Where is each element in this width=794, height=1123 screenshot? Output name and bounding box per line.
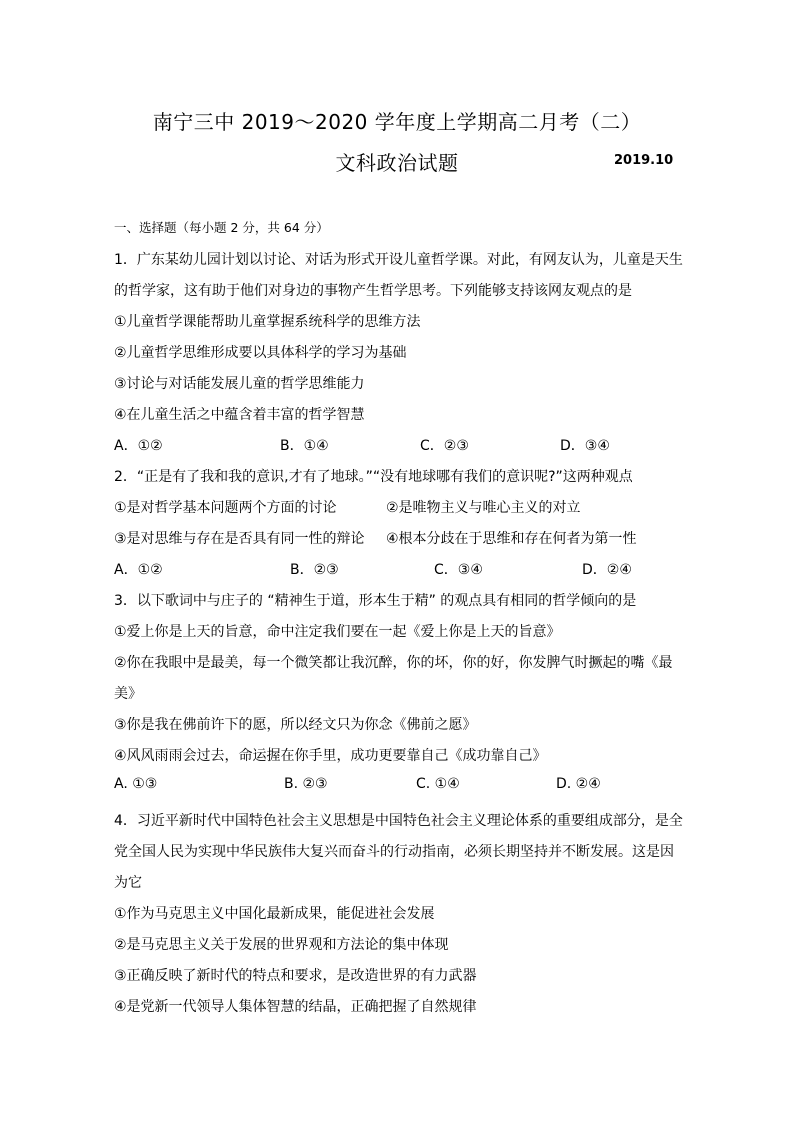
q1-option-a[interactable]: A．①② [114, 438, 163, 454]
q4-stem-line-1: 4．习近平新时代中国特色社会主义思想是中国特色社会主义理论体系的重要组成部分，是全 [114, 813, 683, 829]
q3-options [114, 776, 686, 796]
q3-option-d[interactable]: D. ②④ [556, 776, 601, 792]
q1-stem-line-1: 1．广东某幼儿园计划以讨论、对话为形式开设儿童哲学课。对此，有网友认为，儿童是天生 [114, 252, 683, 268]
q3-item-3: ③你是我在佛前许下的愿，所以经文只为你念《佛前之愿》 [114, 717, 477, 733]
q1-stem-line-2: 的哲学家，这有助于他们对身边的事物产生哲学思考。下列能够支持该网友观点的是 [114, 283, 632, 299]
q4-item-3: ③正确反映了新时代的特点和要求，是改造世界的有力武器 [114, 968, 477, 984]
q1-options [114, 435, 686, 455]
q2-items-row-1 [114, 497, 686, 517]
q4-stem-line-3: 为它 [114, 875, 142, 891]
q1-item-1: ①儿童哲学课能帮助儿童掌握系统科学的思维方法 [114, 314, 421, 330]
q4-item-2: ②是马克思主义关于发展的世界观和方法论的集中体现 [114, 937, 449, 953]
q3-option-a[interactable]: A. ①③ [114, 776, 158, 792]
q4-item-1: ①作为马克思主义中国化最新成果，能促进社会发展 [114, 906, 435, 922]
q3-option-c[interactable]: C. ①④ [416, 776, 460, 792]
exam-subtitle: 文科政治试题 [335, 151, 459, 175]
q2-item-1: ①是对哲学基本问题两个方面的讨论 [114, 500, 337, 516]
q1-option-c[interactable]: C．②③ [420, 438, 469, 454]
q2-items-row-2 [114, 528, 686, 548]
q2-item-2: ②是唯物主义与唯心主义的对立 [386, 500, 581, 516]
q2-option-a[interactable]: A．①② [114, 562, 163, 578]
q3-item-4: ④风风雨雨会过去，命运握在你手里，成功更要靠自己《成功靠自己》 [114, 748, 547, 764]
q1-item-2: ②儿童哲学思维形成要以具体科学的学习为基础 [114, 345, 407, 361]
q2-options [114, 559, 686, 579]
q3-item-2-line-2: 美》 [114, 686, 142, 702]
section-heading: 一、选择题（每小题 2 分，共 64 分） [114, 220, 329, 235]
q2-stem: 2．“正是有了我和我的意识,才有了地球。”“没有地球哪有我们的意识呢?”这两种观点 [114, 469, 633, 485]
q2-option-c[interactable]: C．③④ [434, 562, 483, 578]
q4-item-4: ④是党新一代领导人集体智慧的结晶，正确把握了自然规律 [114, 999, 477, 1015]
q2-option-d[interactable]: D．②④ [582, 562, 632, 578]
q1-option-d[interactable]: D．③④ [560, 438, 610, 454]
q4-stem-line-2: 党全国人民为实现中华民族伟大复兴而奋斗的行动指南，必须长期坚持并不断发展。这是因 [114, 844, 674, 860]
q2-item-3: ③是对思维与存在是否具有同一性的辩论 [114, 531, 365, 547]
q3-stem: 3．以下歌词中与庄子的 “精神生于道，形本生于精” 的观点具有相同的哲学倾向的是 [114, 593, 637, 609]
q1-item-3: ③讨论与对话能发展儿童的哲学思维能力 [114, 376, 365, 392]
q1-option-b[interactable]: B．①④ [280, 438, 329, 454]
exam-date: 2019.10 [614, 153, 674, 168]
q3-item-2-line-1: ②你在我眼中是最美，每一个微笑都让我沉醉，你的坏，你的好，你发脾气时撅起的嘴《最 [114, 655, 673, 671]
exam-title: 南宁三中 2019～2020 学年度上学期高二月考（二） [152, 110, 642, 134]
q1-item-4: ④在儿童生活之中蕴含着丰富的哲学智慧 [114, 407, 365, 423]
q3-option-b[interactable]: B. ②③ [284, 776, 328, 792]
q2-option-b[interactable]: B．②③ [290, 562, 339, 578]
q2-item-4: ④根本分歧在于思维和存在何者为第一性 [386, 531, 637, 547]
q3-item-1: ①爱上你是上天的旨意，命中注定我们要在一起《爱上你是上天的旨意》 [114, 624, 561, 640]
